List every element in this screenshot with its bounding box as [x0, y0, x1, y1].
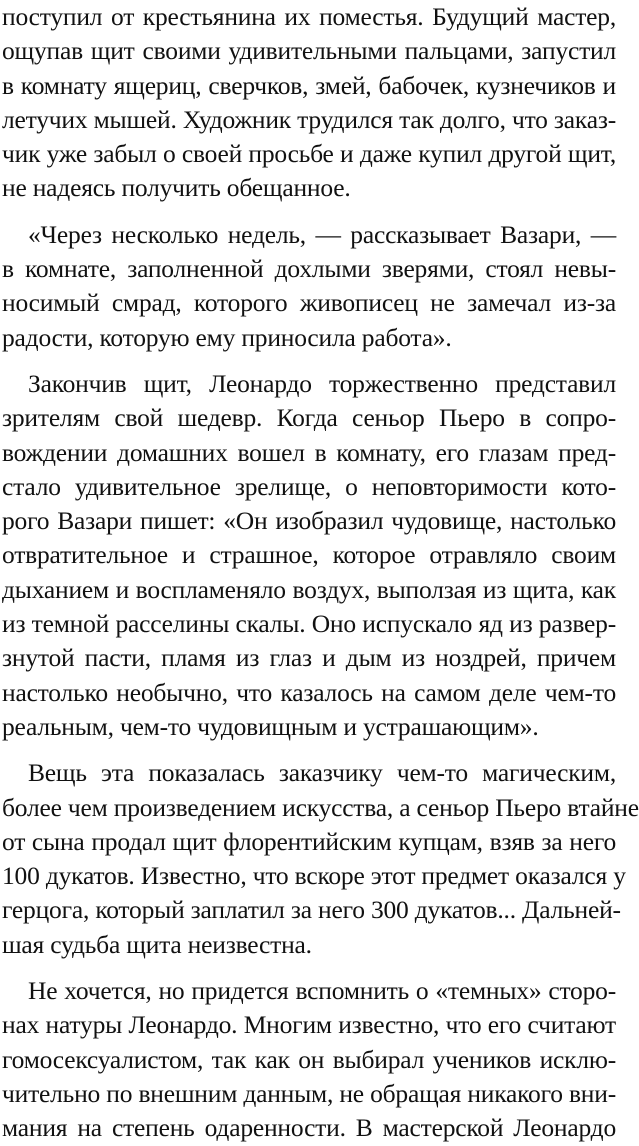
text-line: в комнате, заполненной дохлыми зверями, стоял невы- — [2, 254, 616, 284]
text-line: не надеясь получить обещанное. — [2, 173, 351, 203]
text-line: чик уже забыл о своей просьбе и даже купил другой щит, — [2, 139, 616, 169]
text-line: мания на степень одаренности. В мастерской Леонардо — [2, 1113, 616, 1143]
text-line: летучих мышей. Художник трудился так долго, что заказ- — [2, 104, 616, 134]
text-line: чительно по внешним данным, не обращая никакого вни- — [2, 1078, 616, 1108]
text-line: шая судьба щита неизвестна. — [2, 929, 312, 959]
text-line: стало удивительное зрелище, о неповторимости кото- — [2, 471, 616, 501]
paragraph-2 — [2, 218, 616, 355]
text-line: нах натуры Леонардо. Многим известно, что его считают — [2, 1010, 616, 1040]
text-line: от сына продал щит флорентийским купцам, взяв за него — [2, 826, 616, 856]
text-line: отвратительное и страшное, которое отравляло своим — [2, 540, 616, 570]
text-line: «Через несколько недель, — рассказывает Вазари, — — [28, 219, 616, 249]
text-line: герцога, который заплатил за него 300 дукатов... Дальней- — [2, 895, 621, 925]
text-line: реальным, чем-то чудовищным и устрашающим». — [2, 711, 539, 741]
text-line: в комнату ящериц, сверчков, змей, бабочек, кузнечиков и — [2, 70, 616, 100]
text-line: гомосексуалистом, так как он выбирал учеников исклю- — [2, 1044, 616, 1074]
text-line: зрителям свой шедевр. Когда сеньор Пьеро в сопро- — [2, 403, 616, 433]
text-line: более чем произведением искусства, а сеньор Пьеро втайне — [2, 792, 639, 822]
text-line: дыханием и воспламеняло воздух, выползая из щита, как — [2, 574, 616, 604]
paragraph-gap — [2, 206, 616, 218]
text-line: поступил от крестьянина их поместья. Будущий мастер, — [2, 2, 616, 31]
text-line: ощупав щит своими удивительными пальцами, запустил — [2, 36, 616, 66]
text-line: Вещь эта показалась заказчику чем-то магическим, — [28, 758, 616, 788]
paragraph-1 — [2, 0, 616, 206]
paragraph-gap — [2, 355, 616, 367]
text-line: вождении домашних вошел в комнату, его глазам пред- — [2, 437, 616, 467]
text-line: знутой пасти, пламя из глаз и дым из ноздрей, причем — [2, 643, 616, 673]
text-line: из темной расселины скалы. Оно испускало яд из развер- — [2, 609, 616, 639]
text-line: 100 дукатов. Известно, что вскоре этот предмет оказался у — [2, 861, 626, 891]
paragraph-gap — [2, 962, 616, 974]
paragraph-gap — [2, 744, 616, 756]
text-line: настолько необычно, что казалось на самом деле чем-то — [2, 677, 616, 707]
text-line: Закончив щит, Леонардо торжественно представил — [28, 368, 616, 398]
paragraph-5 — [2, 974, 616, 1145]
text-line: рого Вазари пишет: «Он изобразил чудовище, настолько — [2, 506, 616, 536]
paragraph-3 — [2, 367, 616, 744]
text-line: Не хочется, но придется вспомнить о «темных» сторо- — [28, 976, 616, 1006]
text-line: радости, которую ему приносила работа». — [2, 322, 452, 352]
text-line: носимый смрад, которого живописец не замечал из-за — [2, 288, 616, 318]
paragraph-4 — [2, 756, 639, 962]
